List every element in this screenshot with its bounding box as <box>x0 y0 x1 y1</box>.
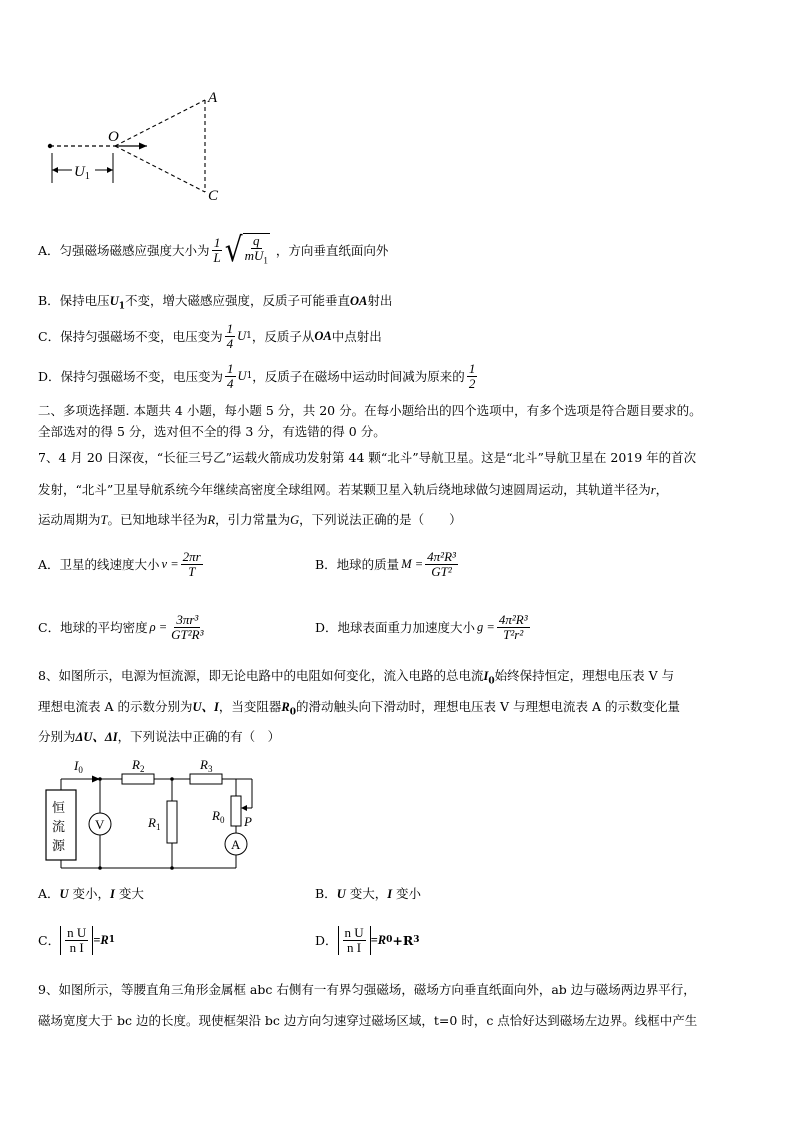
svg-text:P: P <box>244 814 252 829</box>
q7-d-pre: D．地球表面重力加速度大小 <box>315 620 476 635</box>
q8-option-b <box>315 884 421 902</box>
var-oa: OA <box>350 294 368 308</box>
var-r: r <box>650 483 656 497</box>
svg-text:恒: 恒 <box>52 801 66 816</box>
q8-option-c <box>38 920 115 960</box>
q8-c-rhs: =R <box>93 932 109 947</box>
punct: ， <box>655 482 669 497</box>
svg-text:源: 源 <box>52 839 66 854</box>
sub: 0 <box>289 707 297 718</box>
q8-b-mid: 变大， <box>345 886 388 901</box>
q7-option-a <box>38 544 205 584</box>
frac-num: 1 <box>226 320 234 336</box>
q7-a-lhs: v = <box>161 556 179 571</box>
q7-d-lhs: g = <box>477 619 495 634</box>
var-u: U <box>237 328 247 343</box>
q6-a-post: ，方向垂直纸面向外 <box>275 243 389 258</box>
frac-num: 4π²R³ <box>427 548 456 564</box>
sub: 1 <box>246 331 252 341</box>
sub: 1 <box>108 935 115 945</box>
q8-a-mid: 变小， <box>68 886 111 901</box>
q8-option-d <box>315 920 420 960</box>
frac-num: n U <box>67 924 87 940</box>
frac-den: L <box>213 249 221 265</box>
q8-line3-end: ，下列说法中正确的有（ ） <box>117 729 281 744</box>
q9-line1: 9、如图所示，等腰直角三角形金属框 abc 右侧有一有界匀强磁场，磁场方向垂直纸面向外，ab 边与磁场两边界平行， <box>38 982 696 997</box>
frac-num: 4π²R³ <box>498 611 528 627</box>
q8-c-frac <box>65 926 88 955</box>
sub: 0 <box>386 935 393 945</box>
q6-c-frac <box>225 322 236 351</box>
frac-num: 1 <box>468 360 476 376</box>
q6-d-post: ，反质子在磁场中运动时间减为原来的 <box>252 369 465 384</box>
q8-d-label: D． <box>315 933 338 948</box>
q7-line3 <box>38 510 462 528</box>
var-i: I <box>110 887 115 901</box>
q8-d-plus: +R <box>392 932 414 948</box>
q8-line2 <box>38 697 680 718</box>
q6-b-post: 不变，增大磁感应强度，反质子可能垂直 <box>124 293 350 308</box>
q7-c-pre: C．地球的平均密度 <box>38 620 148 635</box>
q6-c-post: ，反质子从 <box>251 329 315 344</box>
q8-line3-text: 分别为 <box>38 729 76 744</box>
var-u: U <box>109 294 119 308</box>
q6-d-frac2 <box>467 362 478 391</box>
q6-a-pre: A．匀强磁场磁感应强度大小为 <box>38 243 210 258</box>
svg-text:流: 流 <box>52 820 66 835</box>
frac-den: $mU_1$ <box>244 247 268 266</box>
label-u: $U_1$ <box>74 164 90 182</box>
svg-text:I0: $I_0$ <box>74 758 83 775</box>
q6-a-sqrt-frac <box>243 233 270 268</box>
frac-den: 2 <box>468 375 476 391</box>
q7-line2-text: 发射，“北斗”卫星导航系统今年继续高密度全球组网。若某颗卫星入轨后绕地球做匀速圆周运动，其轨道半径为 <box>38 482 651 497</box>
q7-option-b <box>315 544 460 584</box>
frac-num: n U <box>344 924 364 940</box>
q8-line2-mid: ，当变阻器 <box>218 699 282 714</box>
q7-a-pre: A．卫星的线速度大小 <box>38 557 160 572</box>
q6-d-pre: D．保持匀强磁场不变，电压变为 <box>38 369 224 384</box>
q7-line3-end: ，下列说法正确的是（ ） <box>299 512 462 527</box>
q6-b-pre: B．保持电压 <box>38 293 110 308</box>
q6-d-frac <box>225 362 236 391</box>
var-du-di: ΔU、ΔI <box>75 730 118 744</box>
q8-line2-text: 理想电流表 A 的示数分别为 <box>38 699 193 714</box>
var-u: U <box>336 887 346 901</box>
sub: 0 <box>488 676 495 687</box>
label-c: C <box>208 188 219 204</box>
frac-den: 4 <box>227 375 234 391</box>
frac-den: GT²R³ <box>171 626 204 642</box>
abs-value <box>338 926 371 955</box>
q8-c-label: C． <box>38 933 61 948</box>
q8-d-rhs: =R <box>370 932 387 947</box>
section-2-heading-line1: 二、多项选择题. 本题共 4 小题，每小题 5 分，共 20 分。在每小题给出的四个选项中，有多个选项是符合题目要求的。 <box>38 403 702 418</box>
q7-line1: 7、4 月 20 日深夜，“长征三号乙”运载火箭成功发射第 44 颗“北斗”导航卫星。这是“北斗”导航卫星在 2019 年的首次 <box>38 450 697 465</box>
q7-c-frac <box>169 613 205 642</box>
var-i: I <box>387 887 393 901</box>
abs-value <box>60 926 93 955</box>
frac-den: GT² <box>431 563 452 579</box>
svg-text:R1: $R_1$ <box>148 815 161 832</box>
q8-line2-end: 的滑动触头向下滑动时，理想电压表 V 与理想电流表 A 的示数变化量 <box>296 699 680 714</box>
svg-text:R3: $R_3$ <box>200 757 213 774</box>
q7-a-frac <box>181 550 203 579</box>
q8-a-end: 变大 <box>114 886 144 901</box>
sub: 1 <box>246 371 253 381</box>
var-u: U <box>59 887 69 901</box>
q7-c-lhs: ρ = <box>149 619 168 634</box>
var-t: T <box>100 513 108 527</box>
q8-b-label: B． <box>315 886 337 901</box>
frac-num: 1 <box>213 234 221 250</box>
frac-num: 1 <box>227 360 234 376</box>
q8-d-frac <box>343 926 366 955</box>
var-r-cap: R <box>207 513 216 527</box>
q6-option-b <box>38 291 392 312</box>
sub: 3 <box>413 935 420 945</box>
svg-text:R2: $R_2$ <box>132 757 145 774</box>
svg-text:A: A <box>231 837 241 852</box>
q8-option-a <box>38 884 144 902</box>
q7-option-d <box>315 607 532 647</box>
frac-den: T²r² <box>503 626 524 642</box>
q6-a-frac <box>212 236 223 265</box>
var-g: G <box>290 513 300 527</box>
q6-option-c <box>38 318 382 354</box>
q7-b-pre: B．地球的质量 <box>315 557 400 572</box>
frac-den: 4 <box>226 335 234 351</box>
sqrt-sign-icon: √ <box>224 229 243 270</box>
q9-line2: 磁场宽度大于 bc 边的长度。现使框架沿 bc 边方向匀速穿过磁场区域，t=0 时，c 点恰好达到磁场左边界。线框中产生 <box>38 1013 698 1028</box>
q8-a-label: A． <box>38 886 60 901</box>
var-oa: OA <box>314 328 332 343</box>
q7-b-lhs: M = <box>401 556 424 571</box>
frac-num: 2πr <box>182 548 201 564</box>
q6-option-d <box>38 358 479 394</box>
label-a: A <box>208 90 218 106</box>
svg-text:R0: $R_0$ <box>212 808 225 825</box>
q7-line3-mid: 。已知地球半径为 <box>107 512 208 527</box>
q7-b-frac <box>425 550 458 579</box>
q8-b-end: 变小 <box>392 886 422 901</box>
q8-line3 <box>38 727 280 745</box>
frac-den: n I <box>347 939 362 955</box>
figure-oac <box>40 88 230 208</box>
label-o: O <box>108 129 119 145</box>
q7-line3-mid2: ，引力常量为 <box>215 512 291 527</box>
q8-line1-text: 8、如图所示，电源为恒流源，即无论电路中的电阻如何变化，流入电路的总电流 <box>38 668 484 683</box>
frac-num: 3πr³ <box>176 611 199 627</box>
var-r: R <box>281 700 290 714</box>
q6-c-pre: C．保持匀强磁场不变，电压变为 <box>38 329 223 344</box>
circuit-diagram <box>40 756 270 874</box>
var-ui: U、I <box>192 700 219 714</box>
sub: 1 <box>118 301 125 312</box>
q8-line1 <box>38 666 674 687</box>
q6-b-end: 射出 <box>367 293 393 308</box>
q8-line1-end: 始终保持恒定，理想电压表 V 与 <box>494 668 675 683</box>
var-i: I <box>483 669 489 683</box>
frac-num: q <box>253 232 260 248</box>
section-2-heading-line2: 全部选对的得 5 分，选对但不全的得 3 分，有选错的得 0 分。 <box>38 424 386 439</box>
q7-line2 <box>38 480 668 498</box>
frac-den: T <box>188 563 196 579</box>
frac-den: n I <box>69 939 84 955</box>
q7-d-frac <box>497 613 530 642</box>
q6-c-end: 中点射出 <box>331 329 382 344</box>
var-u: U <box>237 368 247 383</box>
svg-text:V: V <box>95 817 105 832</box>
q7-line3-text: 运动周期为 <box>38 512 101 527</box>
q6-option-a <box>38 230 388 270</box>
q7-option-c <box>38 607 208 647</box>
